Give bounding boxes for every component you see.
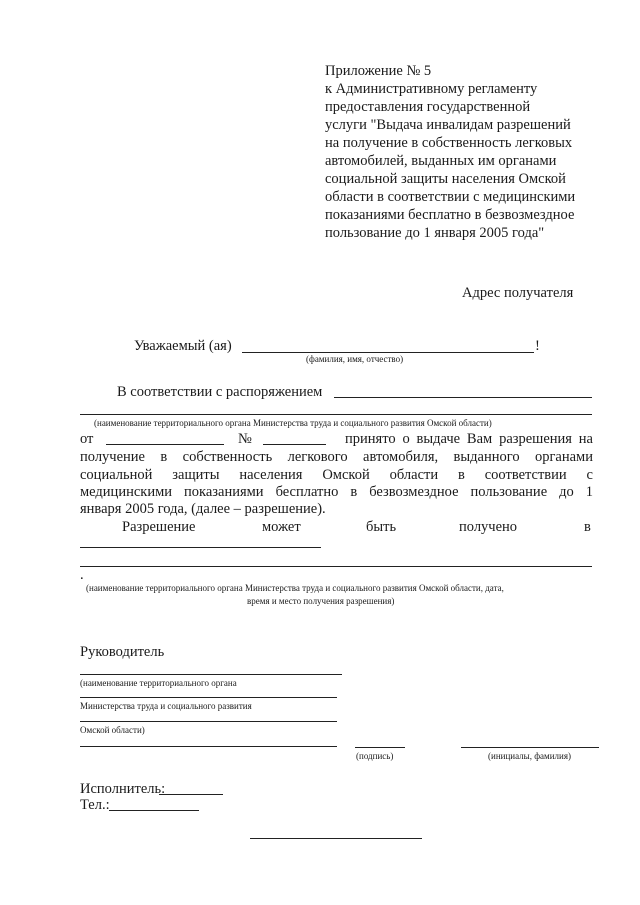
greeting-exclaim: ! [535, 338, 540, 354]
greeting-caption: (фамилия, имя, отчество) [306, 354, 404, 364]
body-line1-rest: принято о выдаче Вам разрешения на [345, 431, 593, 447]
phone-field[interactable] [109, 810, 199, 811]
body-line2: получение в собственность легкового автомобиля, выданного органами [80, 449, 593, 465]
appendix-title: Приложение № 5 [325, 63, 432, 79]
from-label: от [80, 431, 94, 447]
head-title: Руководитель [80, 644, 165, 660]
order-label: В соответствии с распоряжением [117, 384, 323, 400]
body-line3: социальной защиты населения Омской области в соответствии с [80, 467, 593, 483]
head-org-line3: Омской области) [80, 725, 145, 735]
appendix-block [325, 62, 575, 242]
number-field[interactable] [263, 444, 326, 445]
body-line5: января 2005 года, (далее – разрешение). [80, 501, 326, 517]
word-be: быть [366, 519, 397, 535]
recipient-address: Адрес получателя [462, 285, 574, 301]
initials-field[interactable] [461, 747, 599, 748]
head-org-line2: Министерства труда и социального развития [80, 701, 252, 711]
greeting-label: Уважаемый (ая) [134, 338, 232, 354]
appendix-line: области в соответствии с медицинскими [325, 189, 576, 205]
initials-caption: (инициалы, фамилия) [488, 751, 571, 761]
phone-label: Тел.: [80, 797, 110, 813]
executor-label: Исполнитель: [80, 781, 166, 797]
order-caption: (наименование территориального органа Министерства труда и социального развития Омской области) [94, 418, 492, 428]
body-line4: медицинскими показаниями бесплатно в безвозмездное пользование до 1 [80, 484, 593, 500]
appendix-line: на получение в собственность легковых [325, 135, 573, 151]
recipient-name-field[interactable] [242, 352, 534, 353]
head-org-line1: (наименование территориального органа [80, 678, 237, 688]
appendix-line: предоставления государственной [325, 99, 531, 115]
appendix-line: услуги "Выдача инвалидам разрешений [325, 117, 571, 133]
place-field-line2[interactable] [80, 566, 592, 567]
appendix-line: социальной защиты населения Омской [325, 171, 566, 187]
word-in: в [584, 519, 591, 535]
head-org-field3[interactable] [80, 721, 337, 722]
signature-field[interactable] [355, 747, 405, 748]
word-received: получено [459, 519, 518, 535]
word-may: может [262, 519, 301, 535]
bottom-divider [250, 838, 422, 839]
date-field[interactable] [106, 444, 224, 445]
body-dot: . [80, 567, 84, 583]
number-label: № [238, 431, 252, 447]
head-org-field1[interactable] [80, 674, 342, 675]
appendix-line: автомобилей, выданных им органами [325, 153, 557, 169]
executor-field[interactable] [159, 794, 223, 795]
word-permission: Разрешение [122, 519, 196, 535]
order-field-line2[interactable] [80, 414, 592, 415]
place-caption-line2: время и место получения разрешения) [247, 596, 395, 606]
place-caption-line1: (наименование территориального органа Министерства труда и социального развития Омской области, дата, [86, 583, 504, 593]
appendix-line: к Административному регламенту [325, 81, 538, 97]
appendix-line: пользование до 1 января 2005 года" [325, 225, 545, 241]
order-field[interactable] [334, 397, 592, 398]
head-org-field2[interactable] [80, 697, 337, 698]
head-org-field4[interactable] [80, 746, 337, 747]
place-field-line1[interactable] [80, 547, 321, 548]
signature-caption: (подпись) [356, 751, 394, 761]
appendix-line: показаниями бесплатно в безвозмездное [325, 207, 575, 223]
